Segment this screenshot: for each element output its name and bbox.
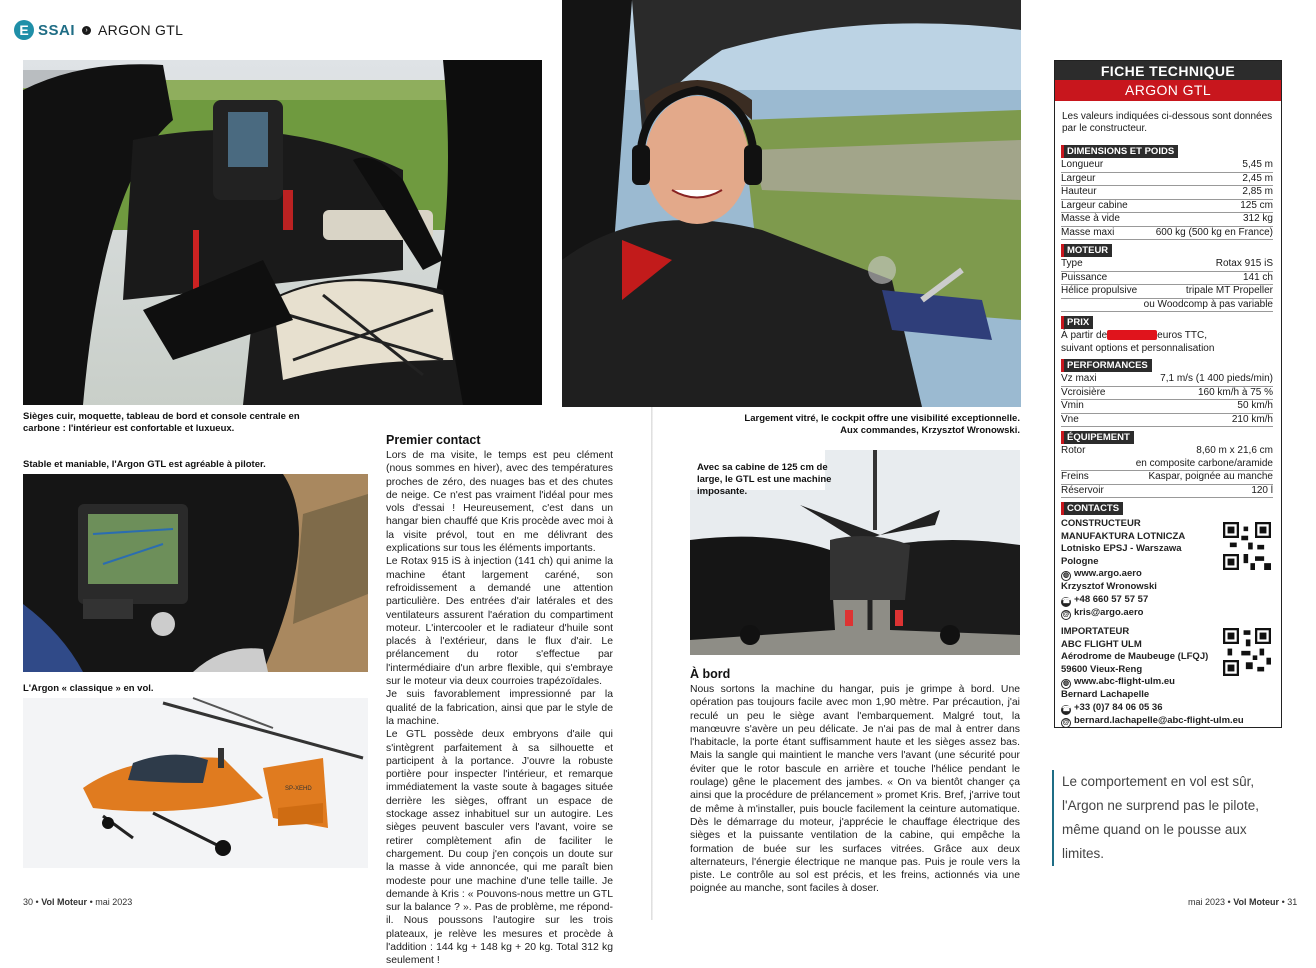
importateur-name: ABC FLIGHT ULM [1061,638,1142,650]
body-paragraph: Je suis favorablement impressionné par la qualité de la fabrication, ainsi que par le style de la machine. [386,689,613,727]
importateur-web[interactable] [1061,676,1275,689]
page-number-left: 30 [23,897,34,907]
dimensions-list [1055,159,1281,240]
importateur-phone[interactable] [1061,702,1275,715]
moteur-extra: ou Woodcomp à pas variable [1061,299,1273,313]
globe-icon: ◍ [1062,680,1070,688]
importateur-phone-text: +33 (0)7 84 06 05 36 [1074,701,1163,713]
folio-sep: • [1227,897,1231,907]
redacted-price [1107,330,1157,340]
arrow-bullet-icon: › [82,26,91,35]
spec-row [1061,471,1273,485]
contact-constructeur [1061,518,1275,620]
equipement-list [1055,471,1281,498]
spec-row [1061,387,1273,401]
magazine-name-right: Vol Moteur [1233,897,1280,907]
constructeur-address: Lotnisko EPSJ - Warszawa [1061,543,1182,555]
fiche-title: FICHE TECHNIQUE [1055,61,1281,80]
caption-interior: Sièges cuir, moquette, tableau de bord et console centrale en carbone : l'intérieur est confortable et luxueux. [23,411,300,434]
constructeur-phone[interactable] [1061,594,1275,607]
spec-key: Longueur [1061,159,1104,170]
running-header [14,19,183,41]
body-paragraph: Le GTL possède deux embryons d'aile qui s'intègrent parfaitement à sa silhouette et participent à la portance. J'ouvre la robuste portière pour inspecter l'intérieur, et remarque immédiatement la vaste soute à bagages située derrière les sièges, offrant un espace de stockage assez inhabituel sur un autogire. Les sièges peuvent basculer vers l'avant, voire se retirer complètement afin de faciliter le chargement. Du coup j'en conçois un doute sur la masse à vide annoncée, qui me paraît bien modeste pour une machine d'une telle taille. Je demande à Kris : « Pouvons-nous mettre un GTL sur la balance ? ». Pas de problème, me répond-il. Nous poussons l'autogire sur les trois plateaux, je relève les mesures et procède à l'addition : 144 kg + 148 kg + 20 kg. Total 312 kg seulement ! [386,729,613,967]
importateur-address: Aérodrome de Maubeuge (LFQJ) [1061,651,1209,663]
phone-icon: ☎ [1062,597,1071,605]
spec-key: Masse à vide [1061,213,1120,224]
spec-value: tripale MT Propeller [1185,285,1273,296]
folio-sep: • [1281,897,1285,907]
spec-key: Vne [1061,413,1079,425]
qr-code-icon[interactable] [1223,628,1271,676]
spec-value: 8,60 m x 21,6 cm [1196,445,1273,456]
spec-value: 7,1 m/s (1 400 pieds/min) [1160,373,1273,384]
prix-line-1 [1061,330,1273,343]
essai-logo-icon: E [14,20,34,40]
spec-value: 125 cm [1240,199,1273,211]
caption-cabin: Avec sa cabine de 125 cm de large, le GTL est une machine imposante. [697,462,832,497]
spec-key: Puissance [1061,271,1108,283]
spec-value: Rotax 915 iS [1215,258,1273,269]
spec-row [1061,227,1273,241]
page-number-right: 31 [1287,897,1298,907]
importateur-title: IMPORTATEUR [1061,625,1130,637]
constructeur-country: Pologne [1061,555,1099,567]
constructeur-title: CONSTRUCTEUR [1061,518,1141,529]
a-bord-title: À bord [690,667,731,681]
photo-pilot [562,0,1021,407]
folio-sep: • [35,897,39,907]
spec-row [1061,186,1273,200]
spec-row [1061,414,1273,428]
body-paragraph: Lors de ma visite, le temps est peu clément (nous sommes en hiver), avec des températures proches de zéro, des nuages bas et des chutes de neige. Ce n'est pas vraiment l'idéal pour mes vols d'essai ! Heureusement, c'est dans un hangar bien chauffé que Kris procède avec moi à la visite prévol, tout en me délivrant des explications sur tous les éléments importants. [386,450,613,555]
magazine-name-left: Vol Moteur [41,897,88,907]
constructeur-phone-text: +48 660 57 57 57 [1074,593,1149,605]
spec-key: Hélice propulsive [1061,285,1138,296]
photo-interior [23,60,542,405]
spec-row [1061,159,1273,173]
spec-row [1061,200,1273,214]
spec-row-rotor [1061,445,1273,458]
importateur-web-text: www.abc-flight-ulm.eu [1074,676,1175,688]
pull-quote: Le comportement en vol est sûr, l'Argon ne surprend pas le pilote, même quand on le pousse aux limites. [1052,770,1292,866]
spec-value: Kaspar, poignée au manche [1148,471,1273,482]
spec-row [1061,213,1273,227]
prix-label: PRIX [1061,316,1093,329]
spec-row [1061,173,1273,187]
performances-list [1055,373,1281,427]
at-icon: @ [1062,610,1070,618]
spec-key: Vcroisière [1061,386,1106,398]
constructeur-email[interactable] [1061,607,1275,620]
spec-key: Largeur cabine [1061,199,1128,211]
spec-value: 141 ch [1242,271,1273,283]
spec-row [1061,272,1273,286]
spec-value: 160 km/h à 75 % [1197,386,1273,398]
spec-key: Rotor [1061,445,1086,456]
spec-row [1061,285,1273,299]
a-bord-body: Nous sortons la machine du hangar, puis je grimpe à bord. Une opération pas toujours facile avec mon 1,90 mètre. Par précaution, j'ai reculé un peu le siège avant l'embarquement. Malgré tout, la manœuvre s'avère un peu délicate. Je n'ai pas de mal à entrer dans l'habitacle, la porte étant suffisamment haute et les sièges assez bas. Mais la sangle qui maintient le manche vers l'avant (une sécurité pour éviter que le rotor bascule en arrière et touche l'hélice pendant le roulage) gêne le placement des jambes. « On va bientôt changer ça ainsi que la procédure de prélancement » promet Kris. Bref, j'arrive tout de même à m'installer, puis boucle facilement la ceinture automatique. Dès le démarrage du moteur, j'apprécie le chauffage électrique des sièges et la puissante ventilation de la cabine, qui empêche la formation de buée sur les surfaces vitrées. Grâce aux deux alternateurs, l'énergie électrique ne manque pas. Puis je roule vers la piste. Le contrôle au sol est précis, et les freins, actionnés via une poignée au manche, sont faciles à doser. [690,684,1020,895]
fiche-technique-box [1054,60,1282,728]
spec-value: 120 l [1251,484,1273,496]
spec-key: Vmin [1061,400,1084,411]
phone-icon: ☎ [1062,705,1071,713]
folio-right [1188,897,1297,907]
importateur-email[interactable] [1061,715,1275,728]
header-model: ARGON GTL [98,22,184,38]
photo-panel [23,474,368,672]
prix-suffix: euros TTC, [1157,330,1207,341]
spec-value: 312 kg [1242,213,1273,224]
moteur-label: MOTEUR [1061,244,1112,257]
fiche-model: ARGON GTL [1055,80,1281,101]
importateur-city: 59600 Vieux-Reng [1061,663,1143,675]
folio-left [23,897,132,907]
spec-key: Hauteur [1061,186,1097,197]
spec-key: Réservoir [1061,484,1104,496]
body-paragraph: Le Rotax 915 iS à injection (141 ch) qui anime la machine étant largement caréné, son refroidissement a demandé une attention particulière. Des entrées d'air latérales et des ventilateurs assurent l'aération du compartiment moteur. L'intercooler et le radiateur d'huile sont placés à l'extérieur, dans le flux d'air. Le prélancement du rotor s'effectue par l'intermédiaire d'un arbre flexible, qui s'embraye sur le moteur via deux courroies trapézoïdales. [386,556,613,688]
premier-contact-title: Premier contact [386,433,481,447]
spec-key: Type [1061,258,1083,269]
equipement-label: ÉQUIPEMENT [1061,431,1134,444]
caption-cockpit-1: Largement vitré, le cockpit offre une visibilité exceptionnelle. [744,413,1020,424]
spec-key: Freins [1061,471,1089,482]
at-icon: @ [1062,718,1070,726]
performances-label: PERFORMANCES [1061,359,1152,372]
premier-contact-body [386,449,613,968]
spec-row [1061,400,1273,414]
moteur-list [1055,258,1281,299]
spec-row [1061,373,1273,387]
spec-key: Masse maxi [1061,226,1115,238]
constructeur-email-text: kris@argo.aero [1074,606,1144,618]
importateur-person: Bernard Lachapelle [1061,689,1150,701]
folio-sep: • [89,897,93,907]
importateur-email-text: bernard.lachapelle@abc-flight-ulm.eu [1074,714,1244,726]
dimensions-label: DIMENSIONS ET POIDS [1061,145,1178,158]
prix-line-2: suivant options et personnalisation [1061,342,1215,354]
constructeur-person: Krzysztof Wronowski [1061,581,1157,593]
contact-importateur [1061,626,1275,728]
issue-date-left: mai 2023 [95,897,133,907]
caption-cockpit-2: Aux commandes, Krzysztof Wronowski. [840,425,1020,436]
spec-row [1061,485,1273,499]
issue-date-right: mai 2023 [1188,897,1226,907]
spec-value: 600 kg (500 kg en France) [1155,226,1273,238]
contacts-label: CONTACTS [1061,502,1123,515]
spec-value: 2,45 m [1242,172,1273,184]
constructeur-web-text: www.argo.aero [1074,568,1142,580]
caption-stable: Stable et maniable, l'Argon GTL est agréable à piloter. [23,459,266,470]
tail-marking: SP-XEHD [285,786,312,792]
constructeur-web[interactable] [1061,568,1275,581]
rotor-extra: en composite carbone/aramide [1061,458,1273,472]
prix-prefix: À partir de [1061,330,1108,341]
spec-value: 5,45 m [1242,159,1273,170]
constructeur-name: MANUFAKTURA LOTNICZA [1061,530,1186,542]
spec-row [1061,258,1273,272]
section-name: SSAI [38,21,76,39]
fiche-intro: Les valeurs indiquées ci-dessous sont données par le constructeur. [1062,111,1273,134]
photo-orange-gyro [23,698,368,868]
spec-key: Largeur [1061,172,1096,184]
globe-icon: ◍ [1062,572,1070,580]
qr-code-icon[interactable] [1223,522,1271,570]
spec-key: Vz maxi [1061,373,1097,384]
spec-value: 2,85 m [1242,186,1273,197]
spec-value: 50 km/h [1237,400,1273,411]
caption-classique: L'Argon « classique » en vol. [23,683,154,694]
spec-value: 210 km/h [1231,413,1273,425]
